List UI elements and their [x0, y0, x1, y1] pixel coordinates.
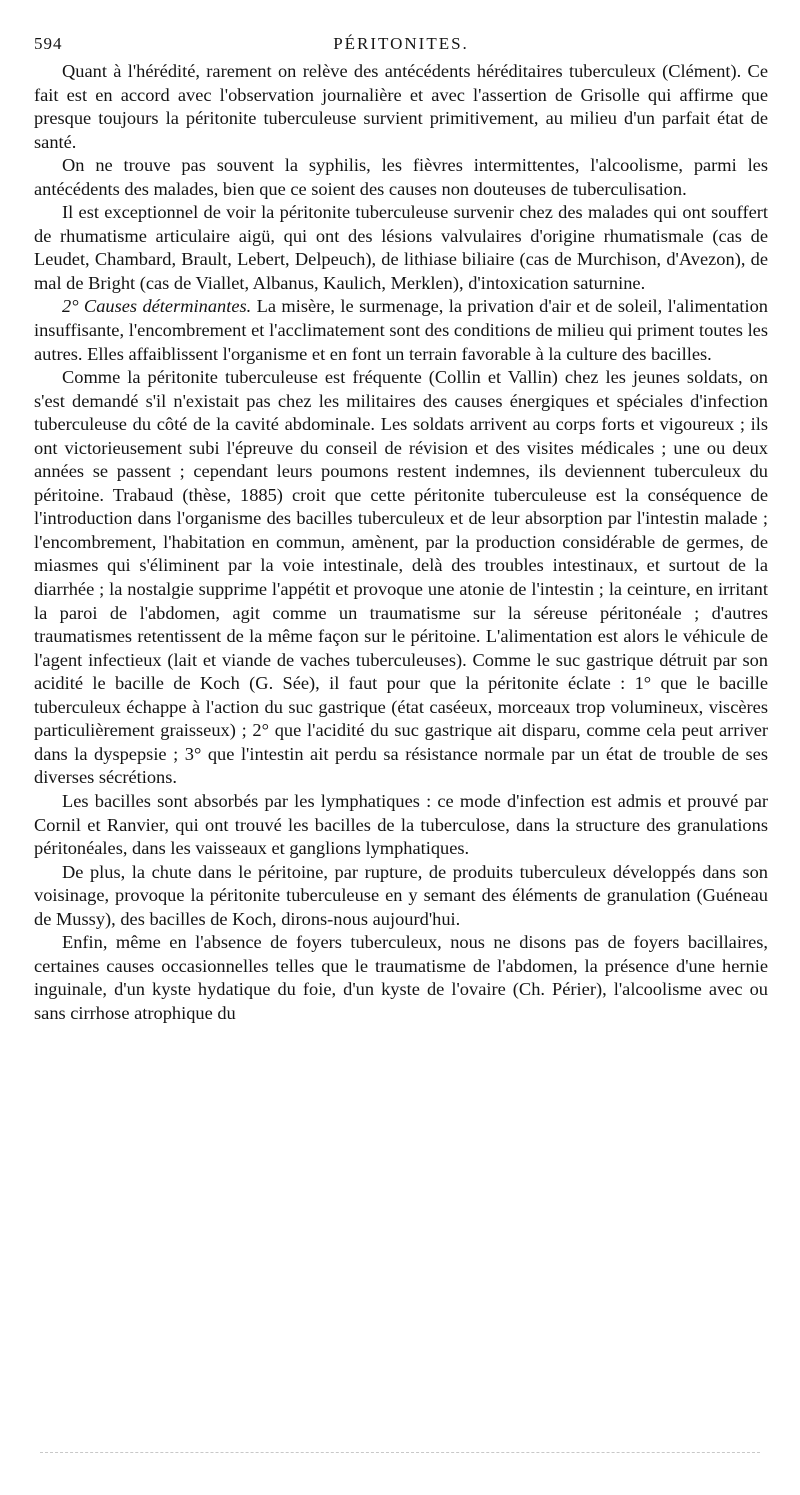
footer-rule — [40, 1452, 760, 1453]
paragraph: 2° Causes déterminantes. La misère, le surmenage, la privation d'air et de soleil, l'alimentation insuffisante, l'encombrement et l'acclimatement sont des conditions de milieu qui priment toutes les autres. Elles affaiblissent l'organisme et en font un terrain favorable à la culture des bacilles. — [34, 296, 768, 364]
paragraph: Il est exceptionnel de voir la péritonite tuberculeuse survenir chez des malades qui ont souffert de rhumatisme articulaire aigü, qui ont des lésions valvulaires d'origine rhumatismale (cas de Leudet, Chambard, Brault, Lebert, Delpeuch), de lithiase biliaire (cas de Murchison, d'Avezon), de mal de Bright (cas de Viallet, Albanus, Kaulich, Merklen), d'intoxication saturnine. — [34, 202, 768, 293]
paragraph: Quant à l'hérédité, rarement on relève des antécédents héréditaires tuberculeux (Clément). Ce fait est en accord avec l'observation journalière et avec l'assertion de Grisolle qui affirme que presque toujours la péritonite tuberculeuse survient primitivement, au milieu d'un parfait état de santé. — [34, 61, 768, 152]
paragraph: Les bacilles sont absorbés par les lymphatiques : ce mode d'infection est admis et prouvé par Cornil et Ranvier, qui ont trouvé les bacilles de la tuberculose, dans la structure des granulations péritonéales, dans les vaisseaux et ganglions lymphatiques. — [34, 790, 768, 859]
paragraph: On ne trouve pas souvent la syphilis, les fièvres intermittentes, l'alcoolisme, parmi les antécédents des malades, bien que ce soient des causes non douteuses de tuberculisation. — [34, 155, 768, 199]
book-page — [34, 34, 768, 1025]
section-label: 2° Causes déterminantes. — [62, 296, 252, 317]
running-title: PÉRITONITES. — [333, 34, 469, 53]
page-number: 594 — [34, 34, 63, 53]
body-text — [34, 60, 768, 1025]
page-header — [34, 34, 768, 60]
paragraph: Enfin, même en l'absence de foyers tuberculeux, nous ne disons pas de foyers bacillaires, certaines causes occasionnelles telles que le traumatisme de l'abdomen, la présence d'une hernie inguinale, d'un kyste hydatique du foie, d'un kyste de l'ovaire (Ch. Périer), l'alcoolisme avec ou sans cirrhose atrophique du — [34, 932, 768, 1023]
paragraph: Comme la péritonite tuberculeuse est fréquente (Collin et Vallin) chez les jeunes soldats, on s'est demandé s'il n'existait pas chez les militaires des causes énergiques et spéciales d'infection tuberculeuse du côté de la cavité abdominale. Les soldats arrivent au corps forts et vigoureux ; ils ont victorieusement subi l'épreuve du conseil de révision et des visites médicales ; une ou deux années se passent ; cependant leurs poumons restent indemnes, ils deviennent tuberculeux du péritoine. Trabaud (thèse, 1885) croit que cette péritonite tuberculeuse est la conséquence de l'introduction dans l'organisme des bacilles tuberculeux et de leur absorption par l'intestin malade ; l'encombrement, l'habitation en commun, amènent, par la production considérable de germes, de miasmes qui s'éliminent par la voie intestinale, delà des troubles intestinaux, et surtout de la diarrhée ; la nostalgie supprime l'appétit et provoque une atonie de l'intestin ; la ceinture, en irritant la paroi de l'abdomen, agit comme un traumatisme sur la séreuse péritonéale ; d'autres traumatismes retentissent de la même façon sur le péritoine. L'alimentation est alors le véhicule de l'agent infectieux (lait et viande de vaches tuberculeuses). Comme le suc gastrique détruit par son acidité le bacille de Koch (G. Sée), il faut pour que la péritonite éclate : 1° que le bacille tuberculeux échappe à l'action du suc gastrique (état caséeux, morceaux trop volumineux, viscères particulièrement graisseux) ; 2° que l'acidité du suc gastrique ait disparu, comme cela peut arriver dans la dyspepsie ; 3° que l'intestin ait perdu sa résistance normale par un état de trouble de ses diverses sécrétions. — [34, 367, 768, 788]
paragraph: De plus, la chute dans le péritoine, par rupture, de produits tuberculeux développés dans son voisinage, provoque la péritonite tuberculeuse en y semant des éléments de granulation (Guéneau de Mussy), des bacilles de Koch, dirons-nous aujourd'hui. — [34, 861, 768, 929]
